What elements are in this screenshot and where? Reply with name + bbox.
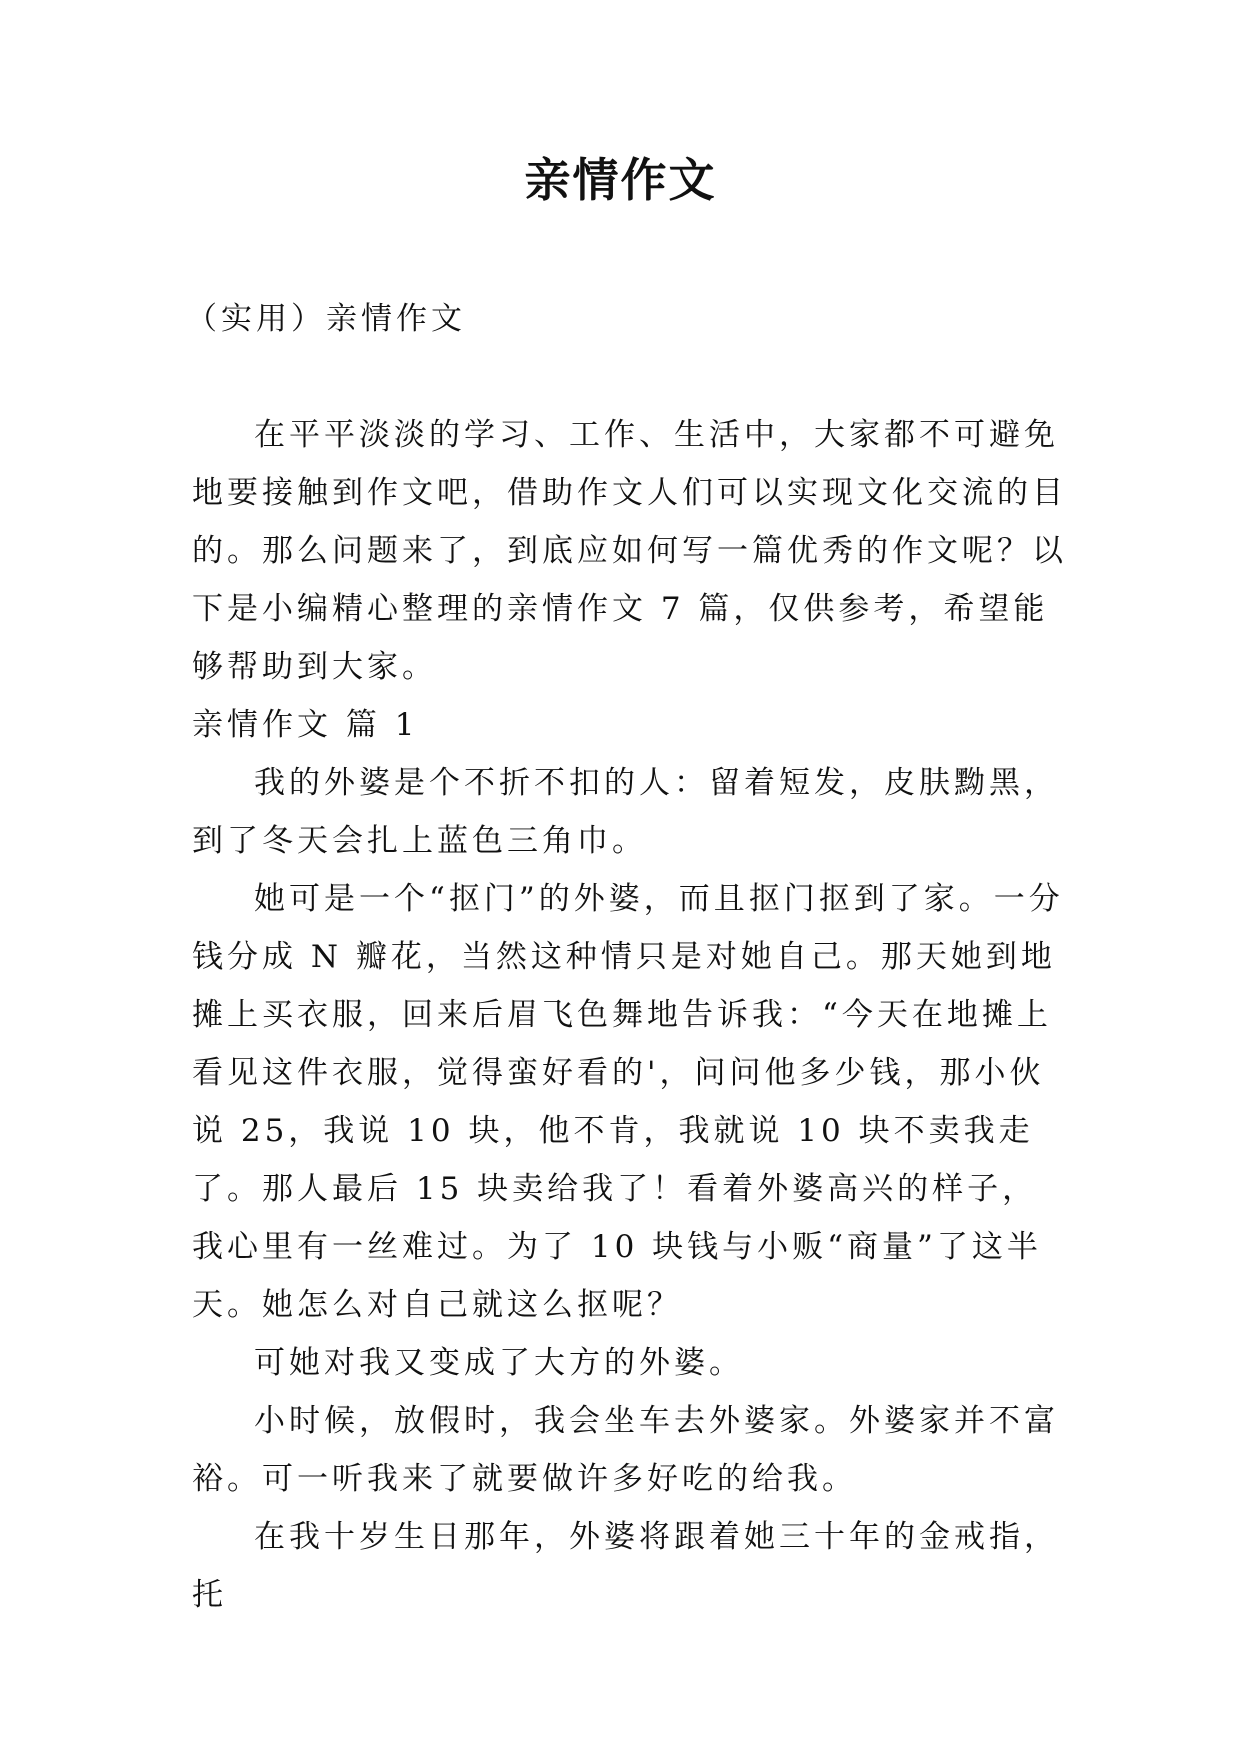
document-title: 亲情作文 (524, 153, 717, 207)
document-body (186, 290, 1072, 1624)
body-paragraph: 可她对我又变成了大方的外婆。 (254, 1345, 744, 1381)
section-heading: 亲情作文 篇 1 (192, 707, 419, 743)
body-paragraph: 她可是一个“抠门”的外婆，而且抠门抠到了家。一分钱分成 N 瓣花，当然这种情只是对她自己。那天她到地摊上买衣服，回来后眉飞色舞地告诉我：“今天在地摊上看见这件衣服，觉得蛮好看的'，问问他多少钱，那小伙说 25，我说 10 块，他不肯，我就说 10 块不卖我走了。那人最后 15 块卖给我了！看着外婆高兴的样子，我心里有一丝难过。为了 10 块钱与小贩“商量”了这半天。她怎么对自己就这么抠呢？ (192, 881, 1064, 1323)
document-subtitle: （实用）亲情作文 (186, 301, 466, 337)
body-paragraph: 小时候，放假时，我会坐车去外婆家。外婆家并不富裕。可一听我来了就要做许多好吃的给我。 (192, 1403, 1059, 1497)
body-paragraph: 我的外婆是个不折不扣的人：留着短发，皮肤黝黑，到了冬天会扎上蓝色三角巾。 (192, 765, 1059, 859)
intro-paragraph: 在平平淡淡的学习、工作、生活中，大家都不可避免地要接触到作文吧，借助作文人们可以实现文化交流的目的。那么问题来了，到底应如何写一篇优秀的作文呢？以下是小编精心整理的亲情作文 7 篇，仅供参考，希望能够帮助到大家。 (192, 417, 1067, 685)
body-paragraph: 在我十岁生日那年，外婆将跟着她三十年的金戒指，托 (192, 1519, 1059, 1613)
